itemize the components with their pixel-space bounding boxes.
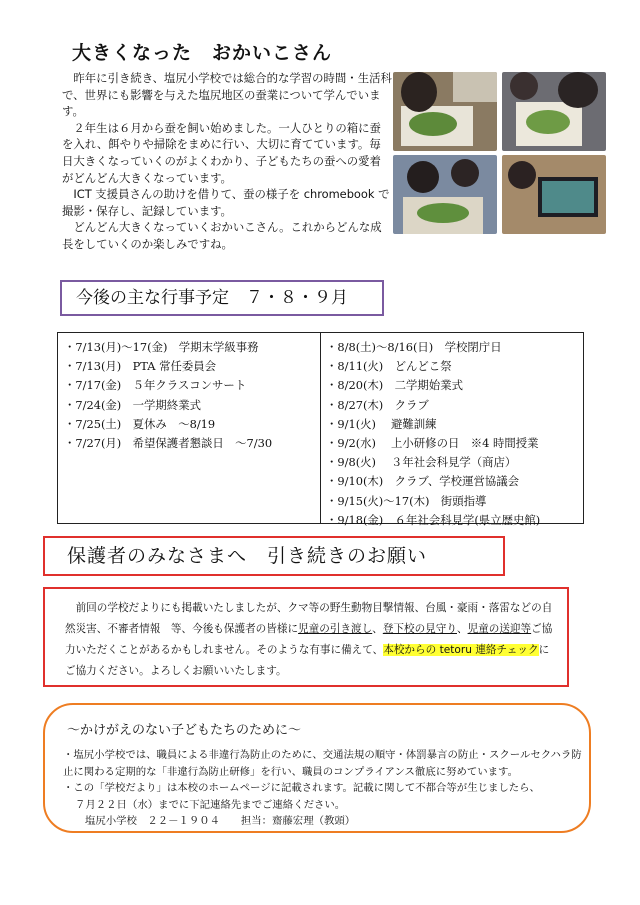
request-text-part: ご協力いただくことがあるかもしれません。そのような有事に備えて、 <box>65 623 553 656</box>
schedule-item: ・8/8(土)～8/16(日) 学校閉庁日 <box>326 340 502 354</box>
article-paragraph: ICT 支援員さんの助けを借りて、蚕の様子を chromebook で撮影・保存し、記録しています。 <box>62 187 390 218</box>
notice-item-continued: ７月２２日（水）までに下記連絡先までご連絡ください。 <box>75 798 346 811</box>
photo-grid <box>393 72 607 234</box>
article-paragraph: どんどん大きくなっていくおかいこさん。これからどんな成長をしていくのか楽しみですね。 <box>62 220 382 251</box>
request-text-part: 、 <box>456 623 468 635</box>
schedule-item: ・8/27(木) クラブ <box>326 397 429 412</box>
schedule-item: ・9/2(水) 上小研修の日 ※4 時間授業 <box>326 436 539 451</box>
request-underline-handover: 児童の引き渡し <box>298 623 373 635</box>
schedule-table <box>57 332 584 527</box>
request-highlight: 本校からの tetoru 連絡チェック <box>383 644 539 656</box>
request-text-part: 、 <box>372 623 383 635</box>
schedule-title: 今後の主な行事予定 ７・８・９月 <box>60 280 384 316</box>
request-text-part: にご協力ください。よろしくお願いいたします。 <box>65 644 550 677</box>
photo-silkworm-box-1 <box>393 72 497 151</box>
schedule-item: ・9/8(火) ３年社会科見学（商店） <box>326 455 517 470</box>
schedule-column-aug-sep <box>320 333 583 527</box>
notice-contact: 塩尻小学校 ２２－１９０４ 担当：齋藤宏理（教頭） <box>85 815 356 828</box>
schedule-item: ・9/1(火) 避難訓練 <box>326 416 437 431</box>
schedule-item: ・9/18(金) ６年社会科見学(県立歴史館) <box>326 512 541 527</box>
article-paragraph: 昨年に引き続き、塩尻小学校では総合的な学習の時間・生活科で、世界にも影響を与えた塩尻地区の蚕業について学んでいます。 <box>62 71 392 119</box>
request-underline-pickup: 児童の送迎等 <box>467 623 532 635</box>
photo-silkworm-box-2 <box>502 72 606 151</box>
notice-body <box>63 747 583 830</box>
photo-chromebook <box>502 155 606 234</box>
schedule-item: ・7/27(月) 希望保護者懇談日 ～7/30 <box>64 436 273 451</box>
notice-box <box>43 703 591 833</box>
article-title: 大きくなった おかいこさん <box>72 42 333 64</box>
notice-item: ・この「学校だより」は本校のホームページに記載されます。記載に関して不都合等が生じましたら、 <box>63 782 540 795</box>
request-text-part: 前回の学校だよりにも掲載いたしましたが、クマ等の野生動物目撃情報、台風・豪雨・落雷などの自然災害、不審者情報 等、今後も保護者の皆様に <box>65 602 553 635</box>
article-body <box>62 70 392 253</box>
schedule-item: ・8/11(火) どんどこ祭 <box>326 359 452 374</box>
schedule-item: ・7/13(月)～17(金) 学期末学級事務 <box>64 340 259 354</box>
notice-title: ～かけがえのない子どもたちのために～ <box>67 723 302 738</box>
schedule-item: ・7/17(金) ５年クラスコンサート <box>64 378 247 393</box>
schedule-item: ・8/20(木) 二学期始業式 <box>326 378 463 393</box>
schedule-item: ・9/10(木) クラブ、学校運営協議会 <box>326 474 520 489</box>
notice-item: ・塩尻小学校では、職員による非違行為防止のために、交通法規の順守・体罰暴言の防止・スクールセクハラ防止に関わる定期的な「非違行為防止研修」を行い、職員のコンプライアンス徹底に努めています。 <box>63 749 582 778</box>
request-text <box>65 598 555 682</box>
schedule-item: ・9/15(火)～17(木) 街頭指導 <box>326 493 487 508</box>
request-underline-watch: 登下校の見守り <box>382 623 457 635</box>
request-title: 保護者のみなさまへ 引き続きのお願い <box>43 536 505 576</box>
schedule-column-july <box>58 333 321 523</box>
photo-children-observing <box>393 155 497 234</box>
schedule-item: ・7/13(月) PTA 常任委員会 <box>64 359 217 374</box>
article-paragraph: ２年生は６月から蚕を飼い始めました。一人ひとりの箱に蚕を入れ、餌やりや掃除をまめに行い、大切に育てています。毎日大きくなっていくのがよくわかり、子どもたちの蚕への愛着がどんどん大きくなっています。 <box>62 120 381 185</box>
schedule-item: ・7/25(土) 夏休み ～8/19 <box>64 416 216 431</box>
request-box <box>43 587 569 687</box>
schedule-item: ・7/24(金) 一学期終業式 <box>64 397 201 412</box>
